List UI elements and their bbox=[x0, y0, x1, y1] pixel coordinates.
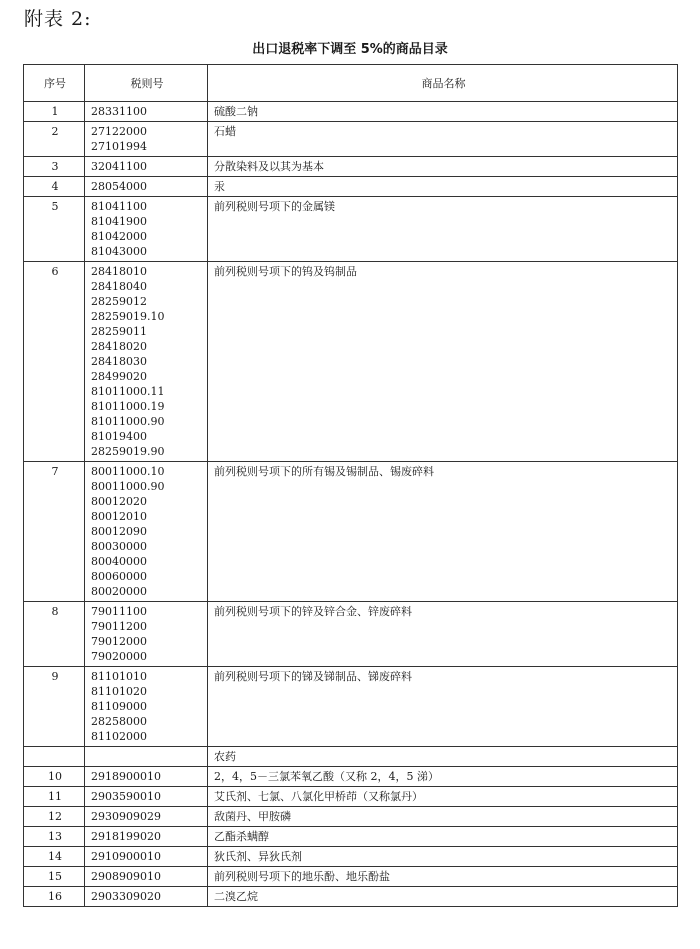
row-commodity-name: 前列税则号项下的所有锡及锡制品、锡废碎料 bbox=[208, 462, 678, 602]
row-seq: 7 bbox=[24, 462, 85, 602]
tariff-code: 81011000.90 bbox=[91, 415, 165, 428]
row-commodity-name: 硫酸二钠 bbox=[208, 102, 678, 122]
tariff-code: 81019400 bbox=[91, 430, 147, 443]
tariff-code: 81041900 bbox=[91, 215, 147, 228]
row-seq: 6 bbox=[24, 262, 85, 462]
tariff-code: 79012000 bbox=[91, 635, 147, 648]
tariff-code: 80020000 bbox=[91, 585, 147, 598]
commodity-catalog-table bbox=[23, 64, 678, 907]
row-commodity-name: 石蜡 bbox=[208, 122, 678, 157]
tariff-code: 28259019.10 bbox=[91, 310, 165, 323]
row-seq: 15 bbox=[24, 867, 85, 887]
tariff-code: 28418040 bbox=[91, 280, 147, 293]
tariff-code: 32041100 bbox=[91, 160, 147, 173]
row-seq: 14 bbox=[24, 847, 85, 867]
row-tariff-codes bbox=[85, 102, 208, 122]
header-seq: 序号 bbox=[24, 65, 85, 102]
tariff-code: 28259011 bbox=[91, 325, 147, 338]
tariff-code: 2918900010 bbox=[91, 770, 161, 783]
row-tariff-codes bbox=[85, 462, 208, 602]
row-tariff-codes bbox=[85, 767, 208, 787]
row-seq: 5 bbox=[24, 197, 85, 262]
row-seq: 11 bbox=[24, 787, 85, 807]
row-tariff-codes bbox=[85, 847, 208, 867]
row-commodity-name: 乙酯杀螨醇 bbox=[208, 827, 678, 847]
row-seq bbox=[24, 747, 85, 767]
tariff-code: 2903309020 bbox=[91, 890, 161, 903]
row-commodity-name: 敌菌丹、甲胺磷 bbox=[208, 807, 678, 827]
tariff-code: 80012010 bbox=[91, 510, 147, 523]
row-tariff-codes bbox=[85, 602, 208, 667]
table-row bbox=[24, 827, 678, 847]
tariff-code: 80011000.90 bbox=[91, 480, 165, 493]
row-tariff-codes bbox=[85, 867, 208, 887]
row-seq: 12 bbox=[24, 807, 85, 827]
tariff-code: 81109000 bbox=[91, 700, 147, 713]
row-commodity-name: 分散染料及以其为基本 bbox=[208, 157, 678, 177]
row-seq: 13 bbox=[24, 827, 85, 847]
row-commodity-name: 前列税则号项下的地乐酚、地乐酚盐 bbox=[208, 867, 678, 887]
row-seq: 2 bbox=[24, 122, 85, 157]
row-commodity-name: 2，4，5－三氯苯氧乙酸（又称 2，4，5 涕） bbox=[208, 767, 678, 787]
tariff-code: 79011200 bbox=[91, 620, 147, 633]
tariff-code: 79020000 bbox=[91, 650, 147, 663]
row-tariff-codes bbox=[85, 157, 208, 177]
row-tariff-codes bbox=[85, 787, 208, 807]
row-seq: 3 bbox=[24, 157, 85, 177]
table-row bbox=[24, 747, 678, 767]
tariff-code: 2918199020 bbox=[91, 830, 161, 843]
tariff-code: 81101020 bbox=[91, 685, 147, 698]
tariff-code bbox=[91, 749, 203, 764]
tariff-code: 79011100 bbox=[91, 605, 147, 618]
row-tariff-codes bbox=[85, 747, 208, 767]
table-row bbox=[24, 807, 678, 827]
table-row bbox=[24, 197, 678, 262]
row-commodity-name: 前列税则号项下的锌及锌合金、锌废碎料 bbox=[208, 602, 678, 667]
table-header-row bbox=[24, 65, 678, 102]
table-row bbox=[24, 102, 678, 122]
tariff-code: 80060000 bbox=[91, 570, 147, 583]
table-row bbox=[24, 887, 678, 907]
row-commodity-name: 前列税则号项下的金属镁 bbox=[208, 197, 678, 262]
row-tariff-codes bbox=[85, 887, 208, 907]
document-title: 出口退税率下调至 5%的商品目录 bbox=[252, 42, 448, 57]
tariff-code: 81102000 bbox=[91, 730, 147, 743]
row-tariff-codes bbox=[85, 827, 208, 847]
tariff-code: 28259012 bbox=[91, 295, 147, 308]
row-tariff-codes bbox=[85, 122, 208, 157]
table-row bbox=[24, 462, 678, 602]
tariff-code: 80030000 bbox=[91, 540, 147, 553]
row-commodity-name: 狄氏剂、异狄氏剂 bbox=[208, 847, 678, 867]
row-commodity-name: 前列税则号项下的钨及钨制品 bbox=[208, 262, 678, 462]
tariff-code: 2908909010 bbox=[91, 870, 161, 883]
table-row bbox=[24, 767, 678, 787]
tariff-code: 81042000 bbox=[91, 230, 147, 243]
table-row bbox=[24, 867, 678, 887]
tariff-code: 80011000.10 bbox=[91, 465, 165, 478]
tariff-code: 81011000.19 bbox=[91, 400, 165, 413]
table-row bbox=[24, 177, 678, 197]
table-row bbox=[24, 122, 678, 157]
row-seq: 9 bbox=[24, 667, 85, 747]
table-row bbox=[24, 262, 678, 462]
table-row bbox=[24, 787, 678, 807]
tariff-code: 28054000 bbox=[91, 180, 147, 193]
tariff-code: 2930909029 bbox=[91, 810, 161, 823]
row-seq: 8 bbox=[24, 602, 85, 667]
row-tariff-codes bbox=[85, 667, 208, 747]
header-tariff-code: 税则号 bbox=[85, 65, 208, 102]
tariff-code: 81043000 bbox=[91, 245, 147, 258]
row-tariff-codes bbox=[85, 177, 208, 197]
tariff-code: 2910900010 bbox=[91, 850, 161, 863]
table-body bbox=[24, 102, 678, 907]
tariff-code: 28258000 bbox=[91, 715, 147, 728]
tariff-code: 80012090 bbox=[91, 525, 147, 538]
row-commodity-name: 汞 bbox=[208, 177, 678, 197]
table-row bbox=[24, 667, 678, 747]
tariff-code: 27101994 bbox=[91, 140, 147, 153]
tariff-code: 27122000 bbox=[91, 125, 147, 138]
tariff-code: 28331100 bbox=[91, 105, 147, 118]
header-commodity-name: 商品名称 bbox=[208, 65, 678, 102]
tariff-code: 28418020 bbox=[91, 340, 147, 353]
row-tariff-codes bbox=[85, 807, 208, 827]
tariff-code: 2903590010 bbox=[91, 790, 161, 803]
row-commodity-name: 前列税则号项下的锑及锑制品、锑废碎料 bbox=[208, 667, 678, 747]
row-tariff-codes bbox=[85, 197, 208, 262]
tariff-code: 28418010 bbox=[91, 265, 147, 278]
tariff-code: 81011000.11 bbox=[91, 385, 165, 398]
tariff-code: 81041100 bbox=[91, 200, 147, 213]
tariff-code: 28418030 bbox=[91, 355, 147, 368]
row-seq: 10 bbox=[24, 767, 85, 787]
tariff-code: 80040000 bbox=[91, 555, 147, 568]
tariff-code: 28259019.90 bbox=[91, 445, 165, 458]
tariff-code: 80012020 bbox=[91, 495, 147, 508]
row-seq: 4 bbox=[24, 177, 85, 197]
table-row bbox=[24, 157, 678, 177]
table-row bbox=[24, 602, 678, 667]
row-seq: 1 bbox=[24, 102, 85, 122]
row-commodity-name: 二溴乙烷 bbox=[208, 887, 678, 907]
appendix-label: 附表 2: bbox=[24, 8, 92, 30]
row-commodity-name: 艾氏剂、七氯、八氯化甲桥茚（又称氯丹） bbox=[208, 787, 678, 807]
row-commodity-name: 农药 bbox=[208, 747, 678, 767]
tariff-code: 81101010 bbox=[91, 670, 147, 683]
row-tariff-codes bbox=[85, 262, 208, 462]
table-row bbox=[24, 847, 678, 867]
row-seq: 16 bbox=[24, 887, 85, 907]
tariff-code: 28499020 bbox=[91, 370, 147, 383]
